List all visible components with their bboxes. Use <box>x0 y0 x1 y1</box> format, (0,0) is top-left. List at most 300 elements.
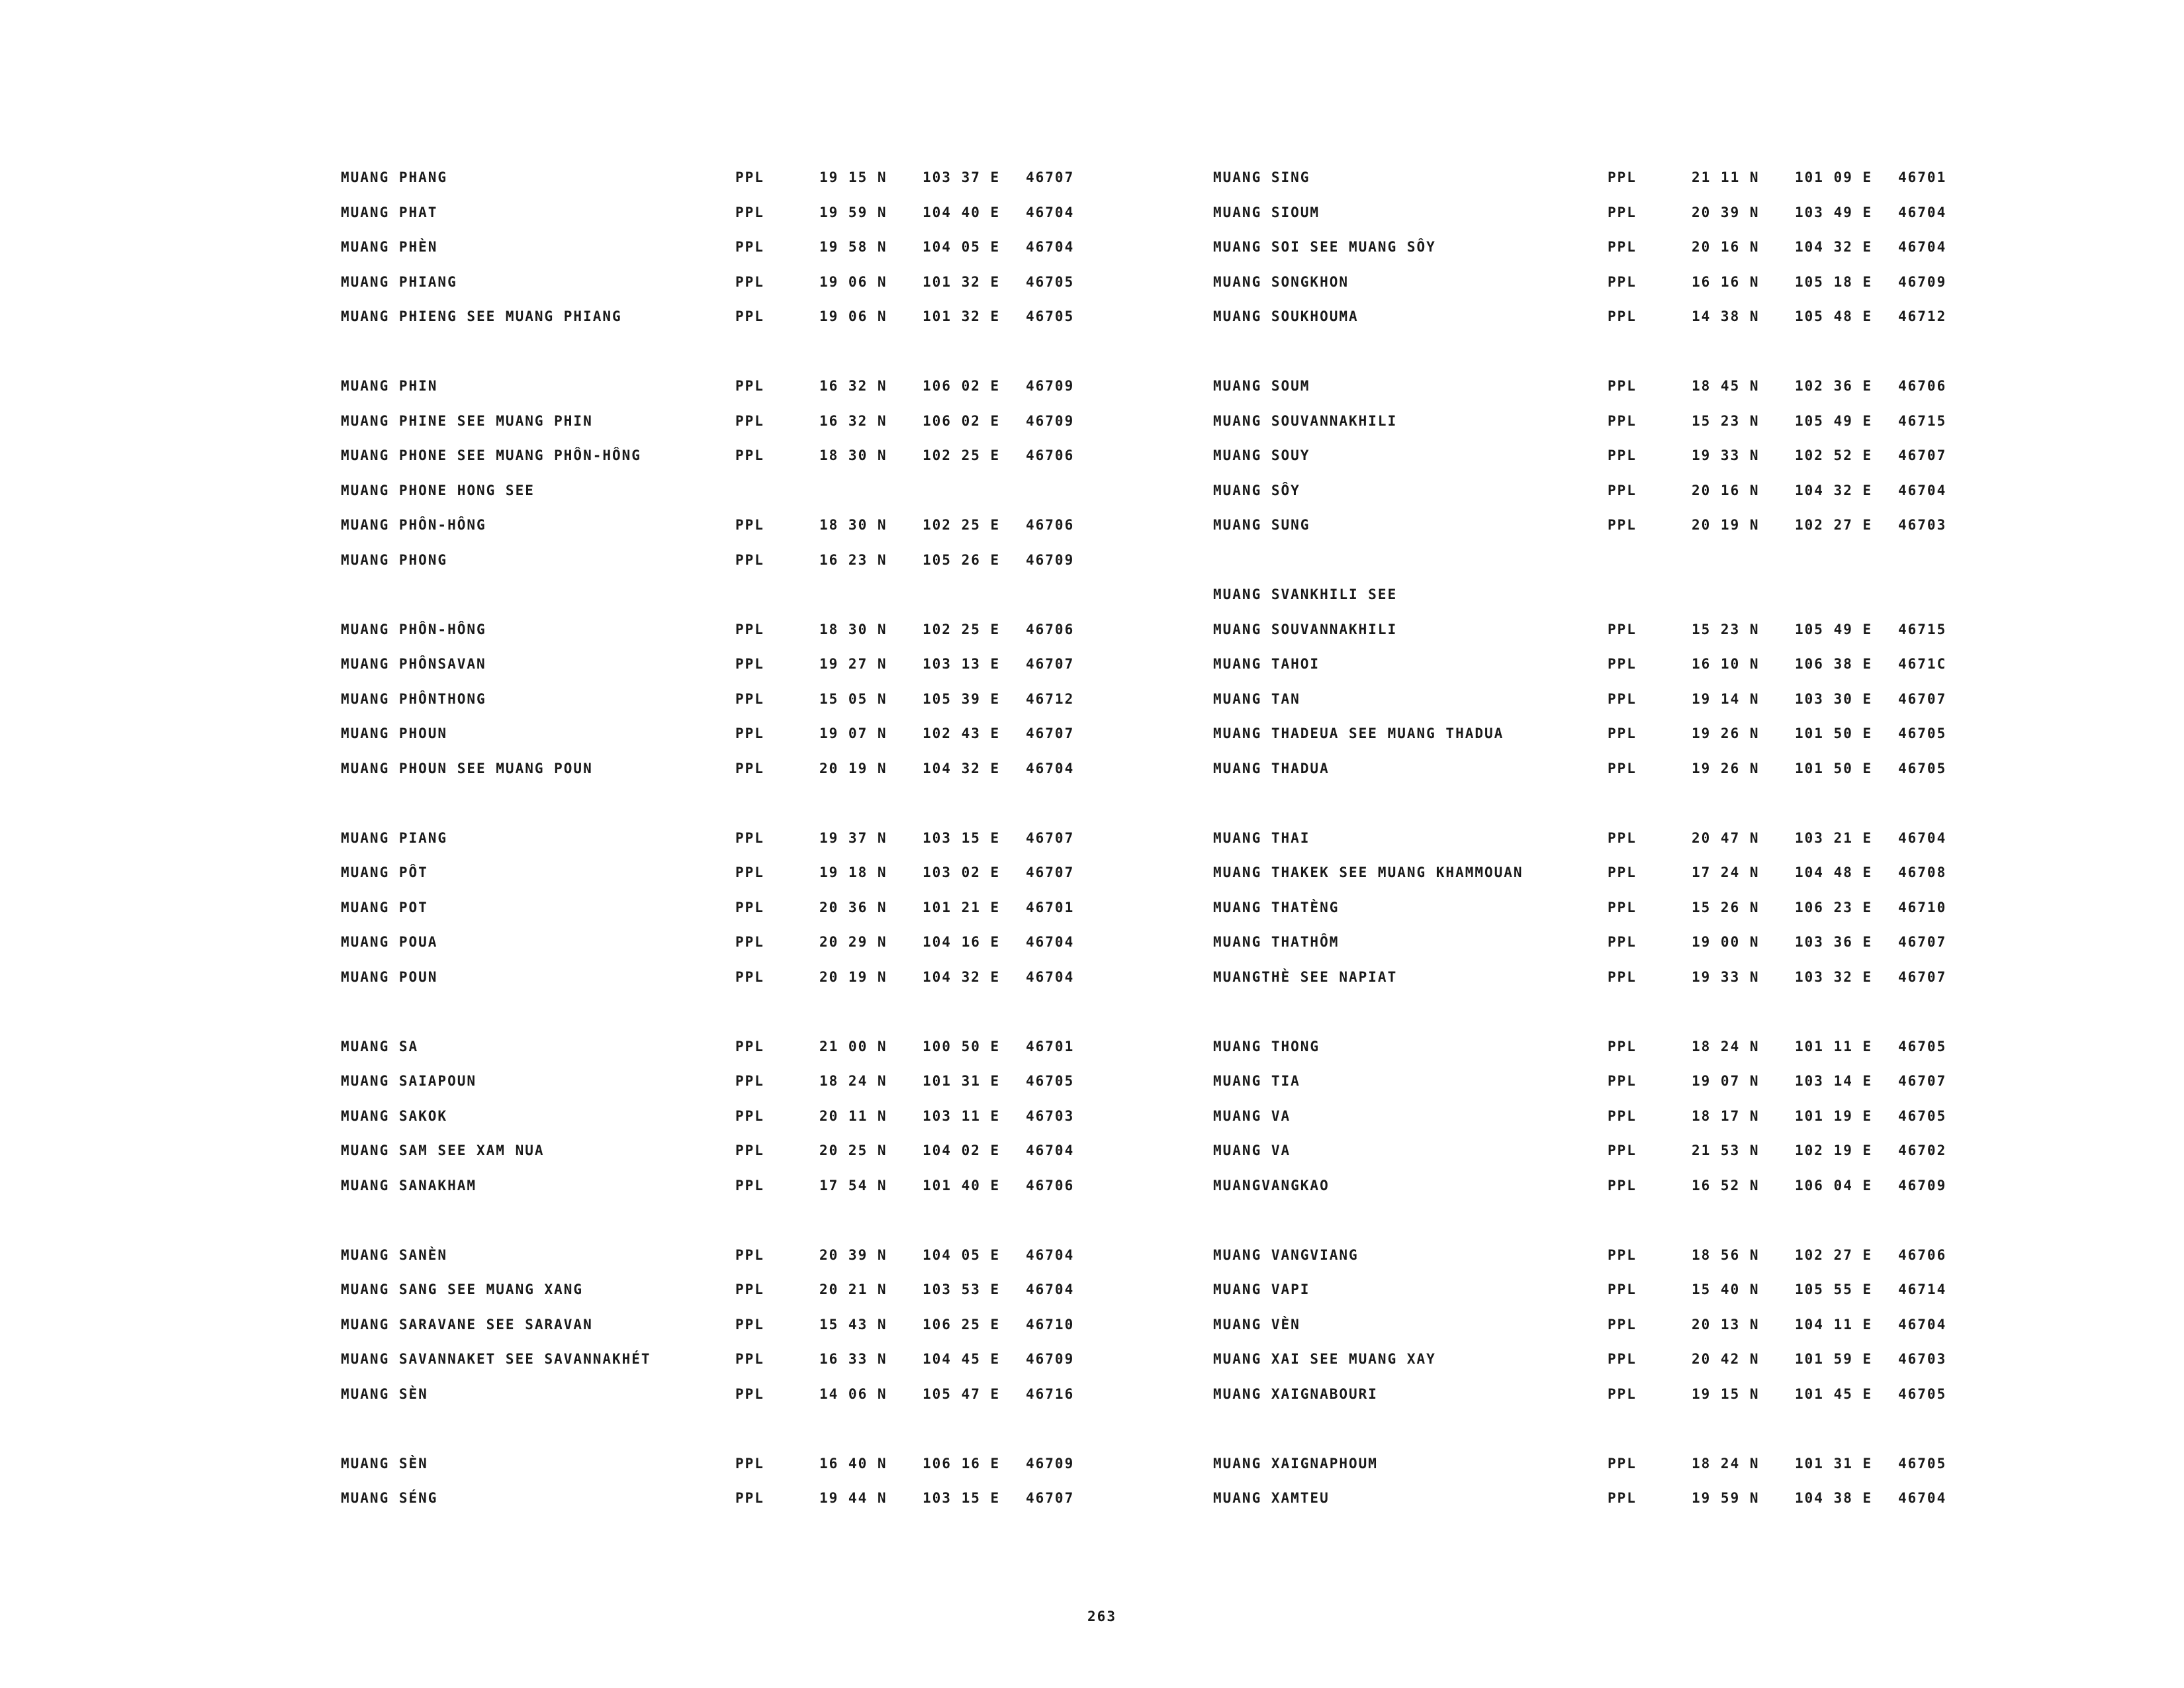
latitude: 19 26 N <box>1692 726 1760 741</box>
longitude: 101 50 E <box>1795 760 1873 776</box>
latitude: 19 15 N <box>1692 1385 1760 1402</box>
place-name: MUANG PHOUN SEE MUANG POUN <box>341 760 593 776</box>
longitude: 101 21 E <box>923 899 1001 915</box>
map-code: 46706 <box>1898 378 1947 394</box>
feature-type: PPL <box>735 1107 764 1124</box>
place-name: MUANG SOUVANNAKHILI <box>1213 621 1398 637</box>
map-code: 46709 <box>1026 378 1075 394</box>
map-code: 46704 <box>1026 204 1075 220</box>
latitude: 19 00 N <box>1692 934 1760 950</box>
map-code: 46701 <box>1026 1038 1075 1055</box>
latitude: 20 36 N <box>819 899 887 915</box>
place-name: MUANG PHIANG <box>341 273 457 290</box>
feature-type: PPL <box>735 690 764 707</box>
place-name: MUANG VÈN <box>1213 1316 1300 1333</box>
longitude: 103 36 E <box>1795 934 1873 950</box>
feature-type: PPL <box>1608 760 1637 776</box>
latitude: 20 16 N <box>1692 239 1760 255</box>
place-name: MUANG SING <box>1213 169 1310 185</box>
feature-type: PPL <box>1608 1351 1637 1367</box>
map-code: 46705 <box>1026 1073 1075 1089</box>
place-name: MUANG SÉNG <box>341 1490 438 1506</box>
place-name: MUANG TAN <box>1213 690 1300 707</box>
map-code: 46707 <box>1026 1490 1075 1506</box>
place-name: MUANG POT <box>341 899 428 915</box>
latitude: 19 59 N <box>1692 1490 1760 1506</box>
feature-type: PPL <box>735 1490 764 1506</box>
place-name: MUANG SÈN <box>341 1455 428 1472</box>
map-code: 46704 <box>1898 1490 1947 1506</box>
feature-type: PPL <box>1608 1316 1637 1333</box>
place-name: MUANG VANGVIANG <box>1213 1246 1359 1263</box>
place-name: MUANG THATÈNG <box>1213 899 1340 915</box>
map-code: 46708 <box>1898 865 1947 880</box>
longitude: 101 40 E <box>923 1177 1001 1194</box>
latitude: 20 42 N <box>1692 1351 1760 1367</box>
longitude: 104 32 E <box>923 968 1001 985</box>
feature-type: PPL <box>1608 829 1637 846</box>
place-name: MUANG TIA <box>1213 1073 1300 1089</box>
longitude: 100 50 E <box>923 1038 1001 1055</box>
latitude: 15 26 N <box>1692 899 1760 915</box>
longitude: 102 43 E <box>923 726 1001 741</box>
place-name: MUANG PHÔN-HÔNG <box>341 621 486 637</box>
feature-type: PPL <box>1608 621 1637 637</box>
longitude: 101 31 E <box>923 1073 1001 1089</box>
map-code: 46704 <box>1026 968 1075 985</box>
latitude: 16 16 N <box>1692 273 1760 290</box>
map-code: 46705 <box>1898 1107 1947 1124</box>
place-name: MUANG PHÔN-HÔNG <box>341 517 486 533</box>
feature-type: PPL <box>1608 204 1637 220</box>
map-code: 46714 <box>1898 1282 1947 1297</box>
latitude: 21 00 N <box>819 1038 887 1055</box>
place-name: MUANG SAVANNAKET SEE SAVANNAKHÉT <box>341 1351 651 1367</box>
latitude: 19 44 N <box>819 1490 887 1506</box>
latitude: 18 56 N <box>1692 1246 1760 1263</box>
place-name: MUANG PÔT <box>341 865 428 880</box>
latitude: 16 23 N <box>819 551 887 568</box>
place-name: MUANG SANG SEE MUANG XANG <box>341 1282 584 1297</box>
feature-type: PPL <box>1608 482 1637 498</box>
latitude: 18 30 N <box>819 447 887 463</box>
place-name: MUANGVANGKAO <box>1213 1177 1330 1194</box>
place-name: MUANG XAMTEU <box>1213 1490 1330 1506</box>
place-name: MUANG SUNG <box>1213 517 1310 533</box>
latitude: 20 16 N <box>1692 482 1760 498</box>
place-name: MUANG SÔY <box>1213 482 1300 498</box>
latitude: 19 33 N <box>1692 968 1760 985</box>
longitude: 103 49 E <box>1795 204 1873 220</box>
feature-type: PPL <box>735 1038 764 1055</box>
latitude: 17 54 N <box>819 1177 887 1194</box>
feature-type: PPL <box>1608 1455 1637 1472</box>
place-name: MUANG SAKOK <box>341 1107 448 1124</box>
place-name: MUANG TAHOI <box>1213 656 1320 672</box>
map-code: 46704 <box>1898 829 1947 846</box>
map-code: 46703 <box>1898 1351 1947 1367</box>
map-code: 46701 <box>1026 899 1075 915</box>
place-name: MUANG SOUM <box>1213 378 1310 394</box>
place-name: MUANG PIANG <box>341 829 448 846</box>
latitude: 19 59 N <box>819 204 887 220</box>
feature-type: PPL <box>735 1073 764 1089</box>
longitude: 105 48 E <box>1795 308 1873 324</box>
place-name: MUANG SVANKHILI SEE <box>1213 586 1398 602</box>
latitude: 16 10 N <box>1692 656 1760 672</box>
longitude: 102 25 E <box>923 517 1001 533</box>
feature-type: PPL <box>735 829 764 846</box>
feature-type: PPL <box>1608 1073 1637 1089</box>
latitude: 15 40 N <box>1692 1282 1760 1297</box>
longitude: 101 11 E <box>1795 1038 1873 1055</box>
longitude: 104 16 E <box>923 934 1001 950</box>
feature-type: PPL <box>1608 656 1637 672</box>
page-number: 263 <box>1087 1609 1116 1624</box>
place-name: MUANG THATHÔM <box>1213 934 1340 950</box>
longitude: 103 11 E <box>923 1107 1001 1124</box>
feature-type: PPL <box>735 239 764 255</box>
longitude: 101 50 E <box>1795 726 1873 741</box>
map-code: 46707 <box>1898 1073 1947 1089</box>
longitude: 103 21 E <box>1795 829 1873 846</box>
map-code: 46704 <box>1898 482 1947 498</box>
longitude: 104 02 E <box>923 1143 1001 1158</box>
latitude: 19 07 N <box>1692 1073 1760 1089</box>
latitude: 19 27 N <box>819 656 887 672</box>
feature-type: PPL <box>735 1246 764 1263</box>
latitude: 16 32 N <box>819 378 887 394</box>
longitude: 105 49 E <box>1795 412 1873 429</box>
feature-type: PPL <box>735 968 764 985</box>
feature-type: PPL <box>735 551 764 568</box>
longitude: 101 19 E <box>1795 1107 1873 1124</box>
latitude: 20 13 N <box>1692 1316 1760 1333</box>
latitude: 15 43 N <box>819 1316 887 1333</box>
place-name: MUANG SANAKHAM <box>341 1177 477 1194</box>
map-code: 46707 <box>1026 829 1075 846</box>
map-code: 46704 <box>1026 934 1075 950</box>
place-name: MUANG VA <box>1213 1107 1291 1124</box>
latitude: 17 24 N <box>1692 865 1760 880</box>
longitude: 105 18 E <box>1795 273 1873 290</box>
feature-type: PPL <box>1608 968 1637 985</box>
map-code: 46703 <box>1026 1107 1075 1124</box>
feature-type: PPL <box>735 1282 764 1297</box>
map-code: 46709 <box>1026 551 1075 568</box>
longitude: 102 19 E <box>1795 1143 1873 1158</box>
feature-type: PPL <box>735 1385 764 1402</box>
latitude: 20 47 N <box>1692 829 1760 846</box>
feature-type: PPL <box>1608 1490 1637 1506</box>
map-code: 46706 <box>1026 517 1075 533</box>
longitude: 101 32 E <box>923 308 1001 324</box>
latitude: 15 23 N <box>1692 621 1760 637</box>
longitude: 104 32 E <box>1795 482 1873 498</box>
longitude: 106 23 E <box>1795 899 1873 915</box>
map-code: 46705 <box>1898 1038 1947 1055</box>
latitude: 20 11 N <box>819 1107 887 1124</box>
longitude: 105 49 E <box>1795 621 1873 637</box>
longitude: 103 15 E <box>923 829 1001 846</box>
latitude: 18 45 N <box>1692 378 1760 394</box>
place-name: MUANG VA <box>1213 1143 1291 1158</box>
longitude: 101 45 E <box>1795 1385 1873 1402</box>
place-name: MUANG SANÈN <box>341 1246 448 1263</box>
longitude: 104 40 E <box>923 204 1001 220</box>
latitude: 19 15 N <box>819 169 887 185</box>
map-code: 46710 <box>1898 899 1947 915</box>
latitude: 18 17 N <box>1692 1107 1760 1124</box>
place-name: MUANGTHÈ SEE NAPIAT <box>1213 968 1398 985</box>
feature-type: PPL <box>1608 865 1637 880</box>
place-name: MUANG SIOUM <box>1213 204 1320 220</box>
feature-type: PPL <box>1608 273 1637 290</box>
latitude: 16 33 N <box>819 1351 887 1367</box>
latitude: 19 26 N <box>1692 760 1760 776</box>
place-name: MUANG POUA <box>341 934 438 950</box>
longitude: 101 31 E <box>1795 1455 1873 1472</box>
map-code: 46707 <box>1898 690 1947 707</box>
latitude: 20 19 N <box>819 968 887 985</box>
feature-type: PPL <box>735 1143 764 1158</box>
longitude: 104 05 E <box>923 1246 1001 1263</box>
feature-type: PPL <box>1608 1038 1637 1055</box>
map-code: 46710 <box>1026 1316 1075 1333</box>
map-code: 46704 <box>1898 204 1947 220</box>
feature-type: PPL <box>1608 169 1637 185</box>
longitude: 105 39 E <box>923 690 1001 707</box>
feature-type: PPL <box>735 378 764 394</box>
feature-type: PPL <box>735 204 764 220</box>
latitude: 19 07 N <box>819 726 887 741</box>
place-name: MUANG PHONE SEE MUANG PHÔN-HÔNG <box>341 447 641 463</box>
feature-type: PPL <box>735 656 764 672</box>
latitude: 21 53 N <box>1692 1143 1760 1158</box>
feature-type: PPL <box>1608 899 1637 915</box>
map-code: 46704 <box>1026 1246 1075 1263</box>
latitude: 16 52 N <box>1692 1177 1760 1194</box>
place-name: MUANG THADEUA SEE MUANG THADUA <box>1213 726 1504 741</box>
place-name: MUANG SOI SEE MUANG SÔY <box>1213 239 1436 255</box>
latitude: 20 29 N <box>819 934 887 950</box>
longitude: 103 13 E <box>923 656 1001 672</box>
feature-type: PPL <box>1608 726 1637 741</box>
place-name: MUANG PHINE SEE MUANG PHIN <box>341 412 593 429</box>
latitude: 19 18 N <box>819 865 887 880</box>
map-code: 46706 <box>1026 447 1075 463</box>
feature-type: PPL <box>1608 412 1637 429</box>
place-name: MUANG XAIGNABOURI <box>1213 1385 1378 1402</box>
map-code: 46706 <box>1026 621 1075 637</box>
map-code: 46709 <box>1898 1177 1947 1194</box>
longitude: 106 16 E <box>923 1455 1001 1472</box>
place-name: MUANG PHIENG SEE MUANG PHIANG <box>341 308 622 324</box>
map-code: 46701 <box>1898 169 1947 185</box>
longitude: 103 37 E <box>923 169 1001 185</box>
map-code: 46715 <box>1898 412 1947 429</box>
latitude: 20 19 N <box>1692 517 1760 533</box>
feature-type: PPL <box>735 447 764 463</box>
feature-type: PPL <box>735 273 764 290</box>
latitude: 19 06 N <box>819 273 887 290</box>
latitude: 14 38 N <box>1692 308 1760 324</box>
feature-type: PPL <box>735 1351 764 1367</box>
latitude: 18 30 N <box>819 621 887 637</box>
place-name: MUANG PHANG <box>341 169 448 185</box>
place-name: MUANG SOUY <box>1213 447 1310 463</box>
longitude: 104 32 E <box>923 760 1001 776</box>
longitude: 103 14 E <box>1795 1073 1873 1089</box>
latitude: 19 06 N <box>819 308 887 324</box>
longitude: 101 32 E <box>923 273 1001 290</box>
feature-type: PPL <box>735 726 764 741</box>
map-code: 46705 <box>1898 760 1947 776</box>
feature-type: PPL <box>1608 447 1637 463</box>
latitude: 19 58 N <box>819 239 887 255</box>
feature-type: PPL <box>1608 378 1637 394</box>
map-code: 46712 <box>1026 690 1075 707</box>
latitude: 20 21 N <box>819 1282 887 1297</box>
latitude: 21 11 N <box>1692 169 1760 185</box>
feature-type: PPL <box>735 899 764 915</box>
feature-type: PPL <box>735 517 764 533</box>
latitude: 15 23 N <box>1692 412 1760 429</box>
map-code: 46704 <box>1026 1282 1075 1297</box>
feature-type: PPL <box>1608 517 1637 533</box>
feature-type: PPL <box>1608 1246 1637 1263</box>
feature-type: PPL <box>735 412 764 429</box>
place-name: MUANG PHÈN <box>341 239 438 255</box>
longitude: 106 38 E <box>1795 656 1873 672</box>
place-name: MUANG SÈN <box>341 1385 428 1402</box>
feature-type: PPL <box>1608 934 1637 950</box>
feature-type: PPL <box>1608 239 1637 255</box>
longitude: 104 11 E <box>1795 1316 1873 1333</box>
longitude: 102 27 E <box>1795 517 1873 533</box>
latitude: 19 14 N <box>1692 690 1760 707</box>
feature-type: PPL <box>1608 1385 1637 1402</box>
place-name: MUANG SAIAPOUN <box>341 1073 477 1089</box>
feature-type: PPL <box>735 621 764 637</box>
map-code: 46706 <box>1026 1177 1075 1194</box>
place-name: MUANG PHONE HONG SEE <box>341 482 535 498</box>
longitude: 102 27 E <box>1795 1246 1873 1263</box>
latitude: 20 39 N <box>819 1246 887 1263</box>
longitude: 106 04 E <box>1795 1177 1873 1194</box>
place-name: MUANG THONG <box>1213 1038 1320 1055</box>
feature-type: PPL <box>1608 1107 1637 1124</box>
map-code: 46705 <box>1026 308 1075 324</box>
longitude: 106 02 E <box>923 378 1001 394</box>
map-code: 46707 <box>1898 934 1947 950</box>
longitude: 103 15 E <box>923 1490 1001 1506</box>
longitude: 102 36 E <box>1795 378 1873 394</box>
map-code: 46707 <box>1026 169 1075 185</box>
latitude: 16 40 N <box>819 1455 887 1472</box>
place-name: MUANG SOUVANNAKHILI <box>1213 412 1398 429</box>
map-code: 46707 <box>1898 447 1947 463</box>
longitude: 104 38 E <box>1795 1490 1873 1506</box>
feature-type: PPL <box>735 308 764 324</box>
feature-type: PPL <box>1608 308 1637 324</box>
longitude: 106 25 E <box>923 1316 1001 1333</box>
map-code: 46705 <box>1026 273 1075 290</box>
longitude: 105 47 E <box>923 1385 1001 1402</box>
longitude: 105 55 E <box>1795 1282 1873 1297</box>
map-code: 46704 <box>1026 239 1075 255</box>
feature-type: PPL <box>1608 1143 1637 1158</box>
latitude: 20 19 N <box>819 760 887 776</box>
latitude: 16 32 N <box>819 412 887 429</box>
place-name: MUANG PHAT <box>341 204 438 220</box>
latitude: 19 37 N <box>819 829 887 846</box>
longitude: 102 52 E <box>1795 447 1873 463</box>
place-name: MUANG POUN <box>341 968 438 985</box>
latitude: 15 05 N <box>819 690 887 707</box>
map-code: 46707 <box>1026 726 1075 741</box>
map-code: 46705 <box>1898 726 1947 741</box>
longitude: 101 59 E <box>1795 1351 1873 1367</box>
place-name: MUANG PHIN <box>341 378 438 394</box>
map-code: 46706 <box>1898 1246 1947 1263</box>
longitude: 102 25 E <box>923 621 1001 637</box>
latitude: 18 30 N <box>819 517 887 533</box>
map-code: 46709 <box>1026 1455 1075 1472</box>
longitude: 104 48 E <box>1795 865 1873 880</box>
latitude: 20 39 N <box>1692 204 1760 220</box>
longitude: 106 02 E <box>923 412 1001 429</box>
place-name: MUANG THAKEK SEE MUANG KHAMMOUAN <box>1213 865 1524 880</box>
longitude: 103 53 E <box>923 1282 1001 1297</box>
place-name: MUANG SARAVANE SEE SARAVAN <box>341 1316 593 1333</box>
feature-type: PPL <box>1608 690 1637 707</box>
latitude: 18 24 N <box>1692 1455 1760 1472</box>
latitude: 18 24 N <box>819 1073 887 1089</box>
place-name: MUANG THAI <box>1213 829 1310 846</box>
place-name: MUANG XAI SEE MUANG XAY <box>1213 1351 1436 1367</box>
map-code: 46707 <box>1026 656 1075 672</box>
map-code: 46716 <box>1026 1385 1075 1402</box>
longitude: 104 45 E <box>923 1351 1001 1367</box>
longitude: 101 09 E <box>1795 169 1873 185</box>
map-code: 46705 <box>1898 1385 1947 1402</box>
map-code: 46704 <box>1026 760 1075 776</box>
feature-type: PPL <box>735 760 764 776</box>
longitude: 103 32 E <box>1795 968 1873 985</box>
latitude: 20 25 N <box>819 1143 887 1158</box>
feature-type: PPL <box>735 1455 764 1472</box>
longitude: 103 30 E <box>1795 690 1873 707</box>
map-code: 46704 <box>1026 1143 1075 1158</box>
longitude: 104 05 E <box>923 239 1001 255</box>
place-name: MUANG PHÔNSAVAN <box>341 656 486 672</box>
longitude: 105 26 E <box>923 551 1001 568</box>
map-code: 46702 <box>1898 1143 1947 1158</box>
feature-type: PPL <box>735 865 764 880</box>
map-code: 46709 <box>1026 412 1075 429</box>
latitude: 19 33 N <box>1692 447 1760 463</box>
map-code: 46703 <box>1898 517 1947 533</box>
place-name: MUANG VAPI <box>1213 1282 1310 1297</box>
feature-type: PPL <box>735 1316 764 1333</box>
longitude: 104 32 E <box>1795 239 1873 255</box>
longitude: 103 02 E <box>923 865 1001 880</box>
place-name: MUANG PHONG <box>341 551 448 568</box>
place-name: MUANG SAM SEE XAM NUA <box>341 1143 545 1158</box>
place-name: MUANG SOUKHOUMA <box>1213 308 1359 324</box>
feature-type: PPL <box>735 1177 764 1194</box>
